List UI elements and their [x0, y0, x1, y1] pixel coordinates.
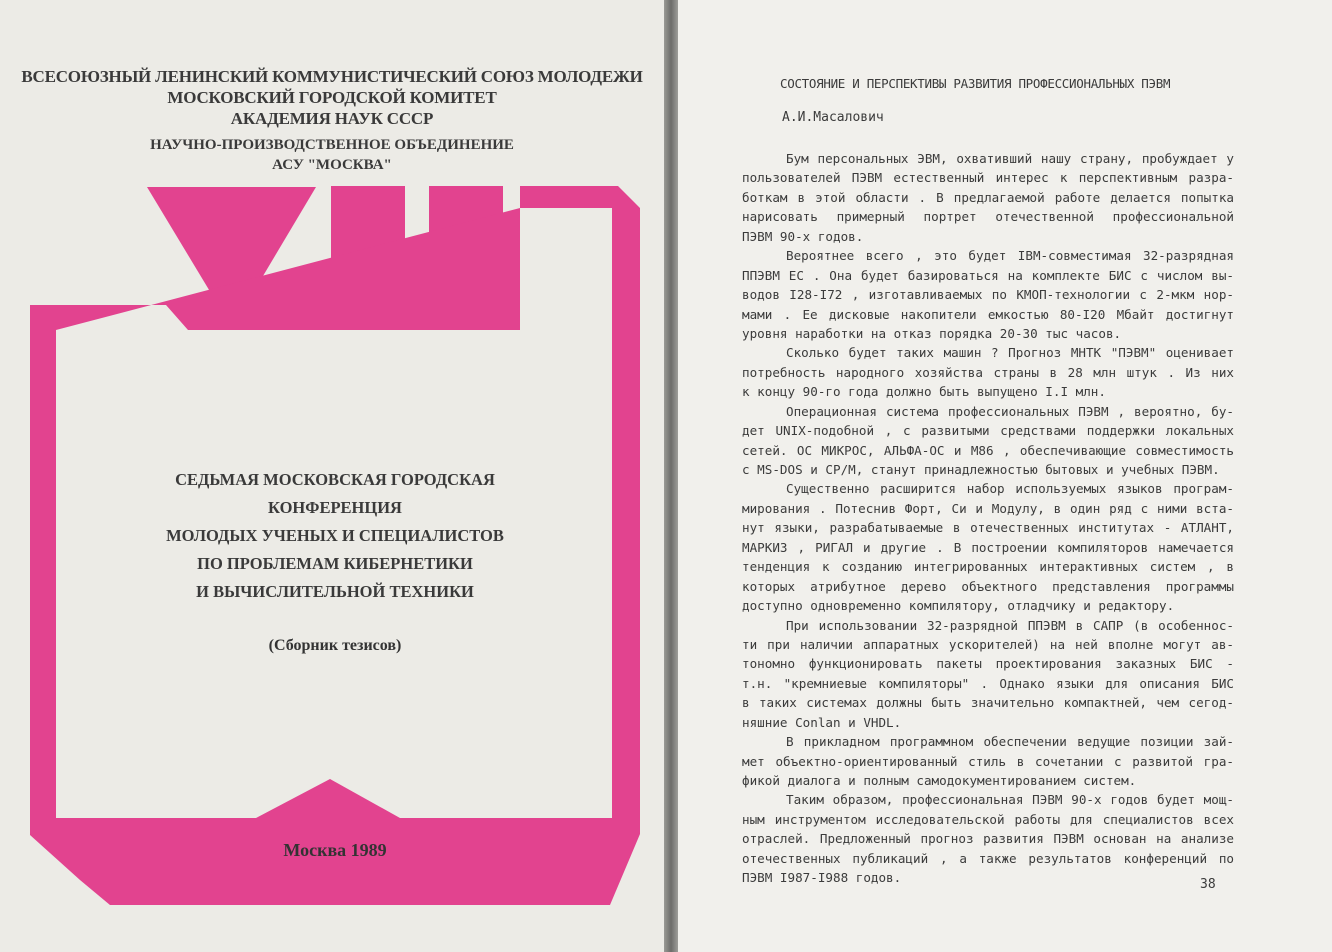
article-line: доступно одновременно компилятору, отладчику и редактору.: [742, 598, 1175, 614]
article-line: Таким образом, профессиональная ПЭВМ 90-х годов будет мощ-: [786, 792, 1234, 808]
header-line-1: ВСЕСОЮЗНЫЙ ЛЕНИНСКИЙ КОММУНИСТИЧЕСКИЙ СОЮЗ МОЛОДЕЖИ: [21, 67, 643, 86]
article-line: которых атрибутное дерево объектного представления программы: [742, 578, 1234, 594]
article-paragraph: [742, 790, 1234, 887]
article-paragraph: [742, 149, 1234, 246]
title-line-4: И ВЫЧИСЛИТЕЛЬНОЙ ТЕХНИКИ: [196, 582, 474, 601]
article-paragraph: [742, 479, 1234, 615]
article-line: Бум персональных ЭВМ, охвативший нашу страну, пробуждает у: [786, 151, 1234, 166]
header-line-3: АКАДЕМИЯ НАУК СССР: [230, 109, 434, 128]
article-line: няшние Conlan и VHDL.: [742, 714, 902, 730]
article-line: т.н. "кремниевые компиляторы" . Однако языки для описания БИС: [742, 675, 1234, 691]
article-title: СОСТОЯНИЕ И ПЕРСПЕКТИВЫ РАЗВИТИЯ ПРОФЕССИОНАЛЬНЫХ ПЭВМ: [780, 76, 1171, 91]
title-line-2: МОЛОДЫХ УЧЕНЫХ И СПЕЦИАЛИСТОВ: [166, 526, 504, 545]
article-line: дет UNIX-подобной , с развитыми средствами поддержки локальных: [742, 423, 1234, 439]
article-page: [678, 0, 1332, 952]
emblem-frame-top: [520, 186, 618, 208]
article-line: мет объектно-ориентированный стиль в сочетании с развитой гра-: [742, 753, 1234, 769]
header-line-2: МОСКОВСКИЙ ГОРОДСКОЙ КОМИТЕТ: [167, 88, 497, 107]
article-paragraph: [742, 402, 1234, 480]
page-number: 38: [1200, 877, 1216, 892]
article-line: к концу 90-го года должно быть выпущено I.I млн.: [742, 384, 1106, 400]
article-line: фикой диалога и полным самодокументированием систем.: [742, 773, 1137, 788]
conference-title: [120, 466, 550, 606]
article-line: уровня наработки на отказ порядка 20-30 тыс часов.: [742, 325, 1122, 341]
article-line: Операционная система профессиональных ПЭВМ , вероятно, бу-: [786, 403, 1234, 419]
title-line-3: ПО ПРОБЛЕМАМ КИБЕРНЕТИКИ: [197, 554, 473, 573]
article-line: тенденция к созданию интегрированных интерактивных систем , в: [742, 559, 1234, 575]
book-spine: [664, 0, 678, 952]
article-line: нарисовать примерный портрет отечественной профессиональной: [742, 209, 1234, 225]
npo-line-2: АСУ "МОСКВА": [272, 157, 392, 173]
article-line: мирования . Потеснив Форт, Си и Модулу, в один ряд с ними вста-: [742, 500, 1234, 516]
cover-header: [0, 66, 664, 175]
article-line: с MS-DOS и CP/M, станут принадлежностью бытовых и учебных ПЭВМ.: [742, 462, 1220, 477]
article-line: При использовании 32-разрядной ППЭВМ в САПР (в особеннос-: [786, 617, 1234, 633]
npo-line-1: НАУЧНО-ПРОИЗВОДСТВЕННОЕ ОБЪЕДИНЕНИЕ: [150, 137, 514, 153]
article-line: Существенно расширится набор используемых языков програм-: [786, 481, 1234, 497]
article-line: ПЭВМ I987-I988 годов.: [742, 870, 902, 886]
article-line: ПЭВМ 90-х годов.: [742, 228, 864, 244]
article-line: Вероятнее всего , это будет IBM-совместимая 32-разрядная: [786, 248, 1234, 264]
article-paragraph: [742, 616, 1234, 733]
article-author: А.И.Масалович: [782, 110, 884, 125]
article-line: ным инструментом исследовательской работы для специалистов всех: [742, 811, 1234, 827]
article-line: сетей. ОС МИКРОС, АЛЬФА-ОС и M86 , обеспечивающие совместимость: [742, 442, 1234, 458]
article-paragraph: [742, 246, 1234, 343]
article-body: [742, 149, 1234, 888]
article-line: мами . Ее дисковые накопители емкостью 80-I20 Мбайт достигнут: [742, 306, 1234, 322]
cover-page: [0, 0, 664, 952]
article-paragraph: [742, 343, 1234, 401]
article-line: боткам в этой области . В предлагаемой работе делается попытка: [742, 189, 1234, 205]
collection-label: (Сборник тезисов): [268, 637, 402, 654]
article-line: нут языки, разрабатываемые в отечественных институтах - АТЛАНТ,: [742, 520, 1234, 536]
article-line: МАРКИЗ , РИГАЛ и другие . В построении компиляторов намечается: [742, 539, 1234, 555]
article-line: потребность народного хозяйства страны в 28 млн штук . Из них: [742, 364, 1234, 380]
article-line: ППЭВМ ЕС . Она будет базироваться на комплекте БИС с числом вы-: [742, 267, 1234, 283]
article-line: пользователей ПЭВМ естественный интерес к перспективным разра-: [742, 170, 1234, 186]
title-line-1: СЕДЬМАЯ МОСКОВСКАЯ ГОРОДСКАЯ КОНФЕРЕНЦИЯ: [175, 470, 495, 517]
place-year: Москва 1989: [283, 840, 387, 860]
article-paragraph: [742, 732, 1234, 790]
article-line: тономно функционировать пакеты проектирования заказных БИС -: [742, 656, 1234, 672]
article-line: Сколько будет таких машин ? Прогноз МНТК "ПЭВМ" оценивает: [786, 345, 1234, 361]
article-line: в таких системах должны быть значительно компактней, чем сегод-: [742, 695, 1234, 711]
article-line: В прикладном программном обеспечении ведущие позиции зай-: [786, 734, 1234, 750]
article-line: ти при наличии аппаратных ускорителей) на ней вполне могут ав-: [742, 636, 1234, 652]
article-line: водов I28-I72 , изготавливаемых по КМОП-технологии с 2-мкм нор-: [742, 287, 1234, 303]
article-line: отраслей. Предложенный прогноз развития ПЭВМ основан на анализе: [742, 831, 1234, 847]
article-line: отечественных публикаций , а также результатов конференций по: [742, 850, 1234, 866]
